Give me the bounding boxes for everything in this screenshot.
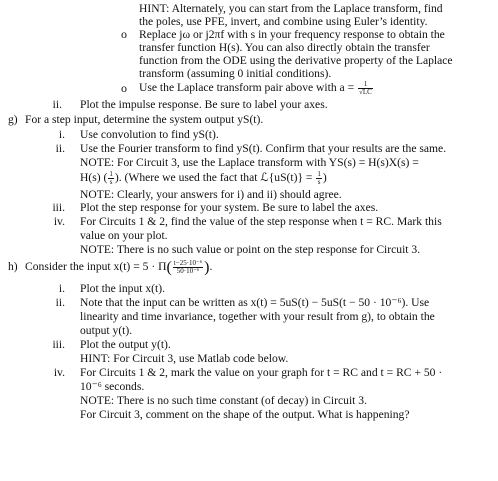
linearity-line-3: output y(t). bbox=[80, 324, 133, 337]
bullet-marker: o bbox=[121, 81, 127, 95]
section-h-heading: Consider the input x(t) = 5 · Π( $\frac{\text{t−25·10⁻⁶}}{\text{50·10⁻⁶}}$ ). bbox=[25, 259, 213, 277]
impulse-plot-line: Plot the impulse response. Be sure to label your axes. bbox=[80, 98, 328, 111]
convolution-line: Use convolution to find yS(t). bbox=[80, 128, 219, 141]
item-number: ii. bbox=[55, 142, 65, 155]
fraction-denominator: s bbox=[317, 178, 321, 186]
fraction-denominator: 50·10⁻⁶ bbox=[176, 267, 200, 275]
bullet-text-line-2: transfer function H(s). You can also directly obtain the transfer bbox=[139, 41, 430, 54]
comment-shape-line: For Circuit 3, comment on the shape of the output. What is happening? bbox=[80, 408, 410, 421]
fraction-a bbox=[358, 81, 373, 96]
hint-laplace-line-1: HINT: Alternately, you can start from the Laplace transform, find bbox=[139, 2, 443, 15]
fraction-one-over-s-2 bbox=[316, 171, 322, 186]
laplace-pair-line bbox=[139, 81, 374, 96]
linearity-line-1: Note that the input can be written as x(t) = 5uS(t) − 5uS(t − 50 · 10⁻⁶). Use bbox=[80, 296, 430, 309]
laplace-pair-text: Use the Laplace transform pair above with a = bbox=[139, 81, 358, 95]
paren-open: ( bbox=[166, 259, 172, 277]
step-rc-line-2: value on your plot. bbox=[80, 229, 168, 242]
fraction-rect-arg bbox=[173, 260, 203, 275]
fraction-numerator: 1 bbox=[358, 81, 373, 89]
closing-paren: ) bbox=[322, 171, 327, 185]
note-circuit3-laplace: NOTE: For Circuit 3, use the Laplace transform with YS(s) = H(s)X(s) = bbox=[80, 156, 419, 169]
item-number: ii. bbox=[52, 98, 62, 111]
note-circuit3-laplace-cont bbox=[80, 171, 327, 186]
plot-input-line: Plot the input x(t). bbox=[80, 282, 166, 295]
hint-matlab-line: HINT: For Circuit 3, use Matlab code below. bbox=[80, 352, 289, 365]
fraction-one-over-s bbox=[108, 171, 114, 186]
fourier-line: Use the Fourier transform to find yS(t). Confirm that your results are the same. bbox=[80, 142, 447, 155]
bullet-text-line-4: transform (assuming 0 initial conditions). bbox=[139, 67, 332, 80]
fraction-denominator: s bbox=[109, 178, 113, 186]
hint-laplace-line-2: the poles, use PFE, invert, and combine using Euler’s identity. bbox=[139, 15, 428, 28]
item-number: ii. bbox=[55, 296, 65, 309]
item-number: iv. bbox=[53, 215, 65, 228]
bullet-marker: o bbox=[121, 27, 127, 41]
note-no-value: NOTE: There is no such value or point on the step response for Circuit 3. bbox=[80, 243, 421, 256]
item-number: iii. bbox=[52, 201, 65, 214]
item-number: iv. bbox=[53, 366, 65, 379]
hs-text: H(s) ( bbox=[80, 171, 108, 185]
linearity-line-2: linearity and time invariance, together with your result from g), to obtain the bbox=[80, 310, 435, 323]
fraction-denominator: √LC bbox=[359, 88, 372, 96]
step-plot-line: Plot the step response for your system. Be sure to label the axes. bbox=[80, 201, 379, 214]
step-rc-line: For Circuits 1 & 2, find the value of the step response when t = RC. Mark this bbox=[80, 215, 442, 228]
item-number: i. bbox=[58, 128, 65, 141]
fraction-numerator: 1 bbox=[317, 170, 321, 178]
item-number: i. bbox=[58, 282, 65, 295]
note-no-time-constant: NOTE: There is no such time constant (of decay) in Circuit 3. bbox=[80, 394, 367, 407]
input-definition-text: Consider the input x(t) = 5 · Π bbox=[25, 260, 167, 274]
bullet-text-line-1: Replace jω or j2πf with s in your frequency response to obtain the bbox=[139, 28, 445, 41]
plot-output-line: Plot the output y(t). bbox=[80, 338, 171, 351]
section-g-heading: For a step input, determine the system output yS(t). bbox=[25, 113, 264, 126]
fraction-numerator: 1 bbox=[109, 170, 113, 178]
mark-rc-line-1: For Circuits 1 & 2, mark the value on your graph for t = RC and t = RC + 50 · bbox=[80, 366, 443, 379]
bullet-text-line-3: function from the ODE using the derivative property of the Laplace bbox=[139, 54, 453, 67]
paren-close: ) bbox=[204, 259, 210, 277]
laplace-fact-text: ). (Where we used the fact that ℒ{uS(t)} = bbox=[114, 171, 316, 185]
section-label-g: g) bbox=[8, 113, 18, 126]
mark-rc-line-2: 10⁻⁶ seconds. bbox=[80, 380, 145, 393]
item-number: iii. bbox=[52, 338, 65, 351]
section-label-h: h) bbox=[8, 260, 18, 273]
fraction-numerator: t−25·10⁻⁶ bbox=[173, 259, 203, 267]
note-agree: NOTE: Clearly, your answers for i) and ii) should agree. bbox=[80, 188, 342, 201]
